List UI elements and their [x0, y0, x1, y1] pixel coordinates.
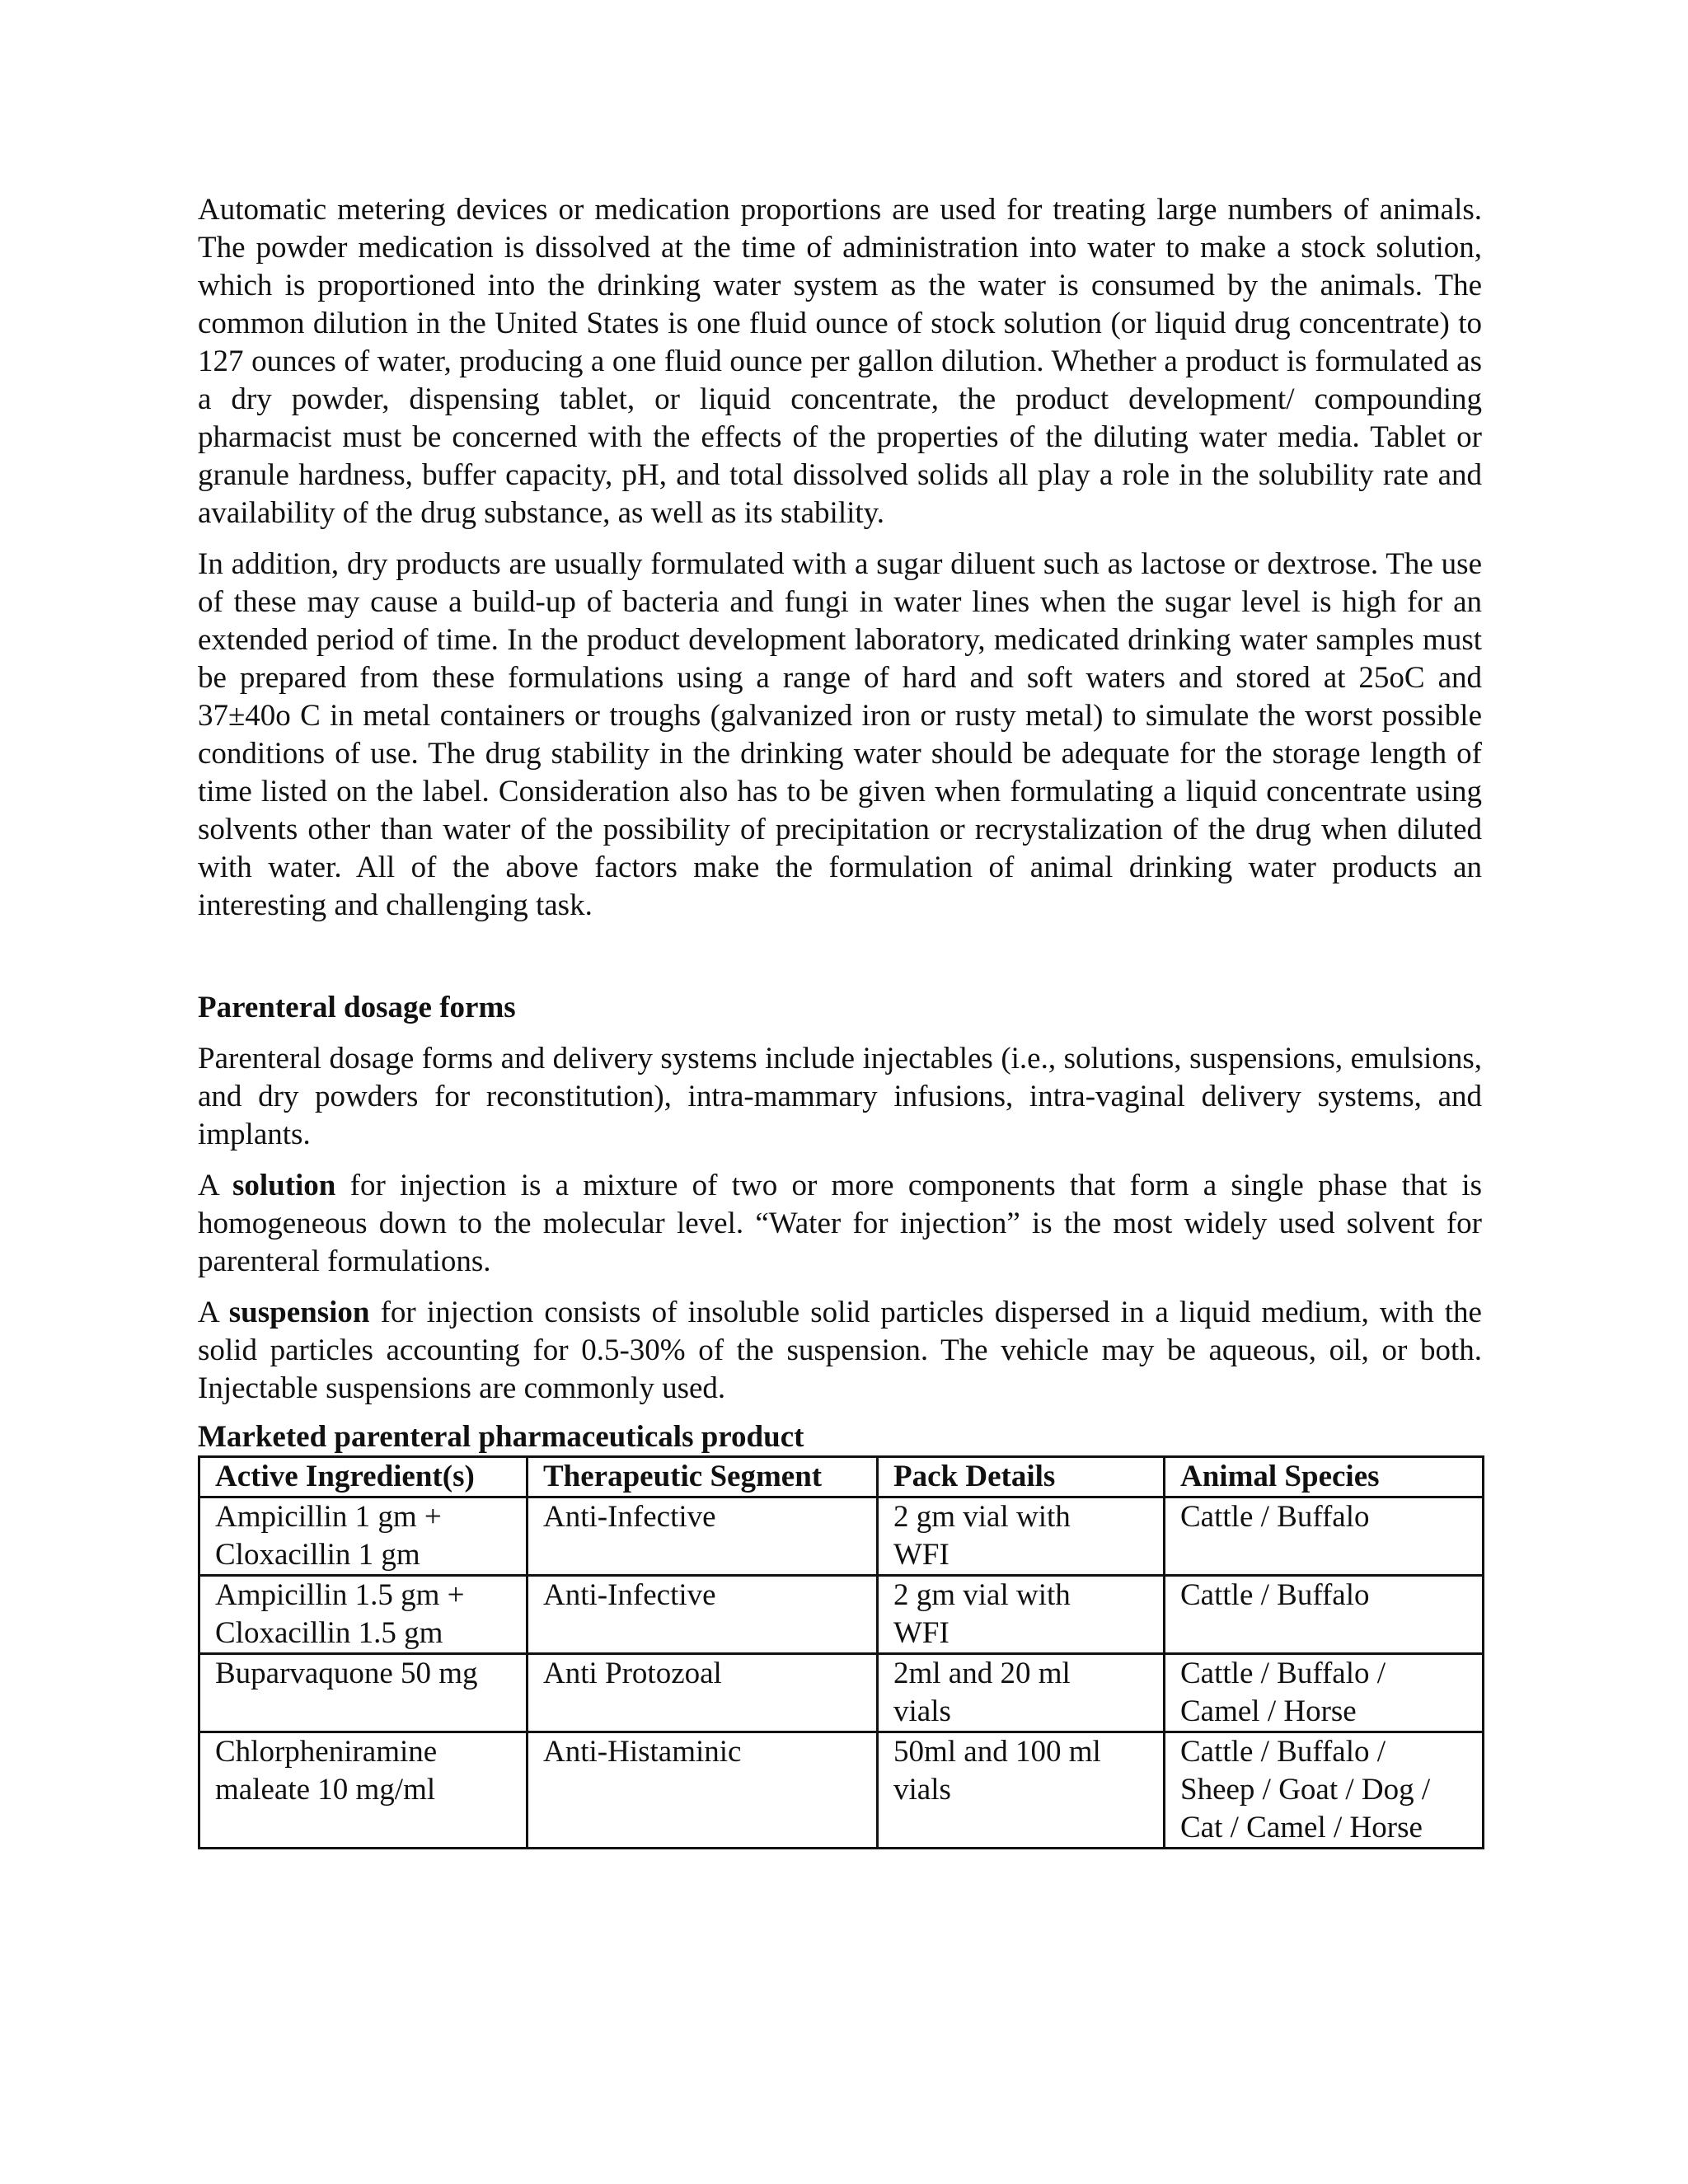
cell-line: Chlorpheniramine: [215, 1735, 438, 1769]
section-heading-parenteral: Parenteral dosage forms: [198, 991, 516, 1024]
cell-line: vials: [893, 1773, 951, 1807]
cell-line: Anti-Histaminic: [543, 1735, 742, 1769]
cell-line: maleate 10 mg/ml: [215, 1773, 436, 1807]
cell-pack-details: [878, 1576, 1165, 1654]
cell-line: 2ml and 20 ml: [893, 1657, 1071, 1690]
cell-pack-details: [878, 1497, 1165, 1576]
table-row: [199, 1654, 1484, 1732]
header-active-ingredients: Active Ingredient(s): [199, 1457, 528, 1497]
cell-pack-details: [878, 1654, 1165, 1732]
cell-therapeutic-segment: [528, 1732, 878, 1849]
cell-active-ingredient: [199, 1654, 528, 1732]
cell-therapeutic-segment: [528, 1497, 878, 1576]
cell-line: Cat / Camel / Horse: [1180, 1811, 1423, 1844]
suspension-rest: for injection consists of insoluble solid particles dispersed in a liquid medium, with the solid particles accounting for 0.5-30% of the suspension. The vehicle may be aqueous, oil, or both. Injectable suspensions are commonly used.: [198, 1296, 1482, 1405]
table-row: [199, 1497, 1484, 1576]
cell-line: Buparvaquone 50 mg: [215, 1657, 478, 1690]
cell-active-ingredient: [199, 1576, 528, 1654]
cell-line: Cattle / Buffalo: [1180, 1578, 1370, 1612]
cell-line: Cloxacillin 1.5 gm: [215, 1616, 443, 1650]
cell-line: 2 gm vial with: [893, 1500, 1071, 1534]
cell-line: vials: [893, 1694, 951, 1728]
cell-line: Ampicillin 1.5 gm +: [215, 1578, 465, 1612]
cell-line: Anti-Infective: [543, 1578, 716, 1612]
paragraph-suspension: [198, 1294, 1482, 1408]
cell-line: Camel / Horse: [1180, 1694, 1357, 1728]
header-pack-details: Pack Details: [878, 1457, 1165, 1497]
header-animal-species: Animal Species: [1165, 1457, 1484, 1497]
cell-line: Cattle / Buffalo /: [1180, 1657, 1386, 1690]
cell-therapeutic-segment: [528, 1654, 878, 1732]
paragraph-dry-products: In addition, dry products are usually formulated with a sugar diluent such as lactose or dextrose. The use of these may cause a build-up of bacteria and fungi in water lines when the sugar level is high for an extended period of time. In the product development laboratory, medicated drinking water samples must be prepared from these formulations using a range of hard and soft waters and stored at 25oC and 37±40o C in metal containers or troughs (galvanized iron or rusty metal) to simulate the worst possible conditions of use. The drug stability in the drinking water should be adequate for the storage length of time listed on the label. Consideration also has to be given when formulating a liquid concentrate using solvents other than water of the possibility of precipitation or recrystalization of the drug when diluted with water. All of the above factors make the formulation of animal drinking water products an interesting and challenging task.: [198, 547, 1482, 922]
suspension-term: suspension: [228, 1296, 370, 1329]
cell-line: Anti-Infective: [543, 1500, 716, 1534]
table-body: [199, 1497, 1484, 1849]
paragraph-parenteral-intro: Parenteral dosage forms and delivery systems include injectables (i.e., solutions, suspensions, emulsions, and dry powders for reconstitution), intra-mammary infusions, intra-vaginal delivery systems, and implants.: [198, 1042, 1482, 1151]
header-therapeutic-segment: Therapeutic Segment: [528, 1457, 878, 1497]
cell-active-ingredient: [199, 1497, 528, 1576]
document-page: [198, 191, 1482, 1849]
table-row: [199, 1732, 1484, 1849]
table-row: [199, 1576, 1484, 1654]
cell-animal-species: [1165, 1654, 1484, 1732]
cell-animal-species: [1165, 1497, 1484, 1576]
solution-lead: A: [198, 1169, 232, 1202]
paragraph-medication-proportions: Automatic metering devices or medication proportions are used for treating large numbers of animals. The powder medication is dissolved at the time of administration into water to make a stock solution, which is proportioned into the drinking water system as the water is consumed by the animals. The common dilution in the United States is one fluid ounce of stock solution (or liquid drug concentrate) to 127 ounces of water, producing a one fluid ounce per gallon dilution. Whether a product is formulated as a dry powder, dispensing tablet, or liquid concentrate, the product development/ compounding pharmacist must be concerned with the effects of the properties of the diluting water media. Tablet or granule hardness, buffer capacity, pH, and total dissolved solids all play a role in the solubility rate and availability of the drug substance, as well as its stability.: [198, 193, 1482, 530]
cell-line: Cattle / Buffalo: [1180, 1500, 1370, 1534]
cell-pack-details: [878, 1732, 1165, 1849]
solution-rest: for injection is a mixture of two or more components that form a single phase that is homogeneous down to the molecular level. “Water for injection” is the most widely used solvent for parenteral formulations.: [198, 1169, 1482, 1278]
cell-line: Anti Protozoal: [543, 1657, 722, 1690]
cell-animal-species: [1165, 1732, 1484, 1849]
cell-line: WFI: [893, 1538, 950, 1572]
products-table: [198, 1455, 1484, 1849]
cell-line: Ampicillin 1 gm +: [215, 1500, 442, 1534]
cell-active-ingredient: [199, 1732, 528, 1849]
solution-term: solution: [232, 1169, 336, 1202]
cell-line: WFI: [893, 1616, 950, 1650]
table-caption: Marketed parenteral pharmaceuticals product: [198, 1420, 804, 1454]
suspension-lead: A: [198, 1296, 229, 1329]
cell-therapeutic-segment: [528, 1576, 878, 1654]
cell-line: 50ml and 100 ml: [893, 1735, 1101, 1769]
paragraph-solution: [198, 1167, 1482, 1281]
cell-line: Cattle / Buffalo /: [1180, 1735, 1386, 1769]
cell-line: 2 gm vial with: [893, 1578, 1071, 1612]
table-header-row: [199, 1457, 1484, 1497]
cell-line: Cloxacillin 1 gm: [215, 1538, 420, 1572]
cell-animal-species: [1165, 1576, 1484, 1654]
cell-line: Sheep / Goat / Dog /: [1180, 1773, 1431, 1807]
